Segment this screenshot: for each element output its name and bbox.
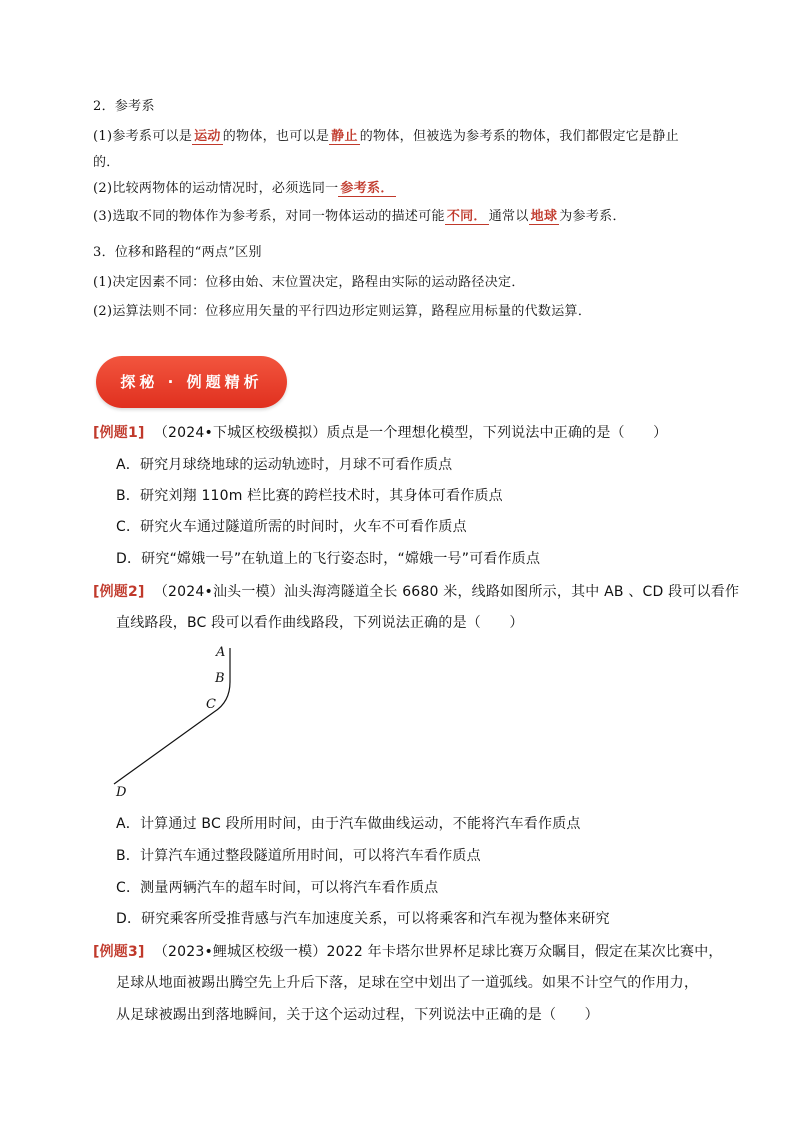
example2-option-c: C．测量两辆汽车的超车时间，可以将汽车看作质点 (116, 880, 439, 896)
example2-stem: [例题2] （2024•汕头一模）汕头海湾隧道全长 6680 米，线路如图所示，其中 AB 、CD 段可以看作 (93, 584, 740, 600)
keyword-different: 不同． (446, 209, 487, 224)
example3-stem: [例题3] （2023•鲤城区校级一模）2022 年卡塔尔世界杯足球比赛万众瞩目，假定在某次比赛中， (93, 944, 723, 960)
point-c-label: C (206, 697, 216, 712)
example2-stem-cont: 直线路段，BC 段可以看作曲线路段，下列说法正确的是（ ） (116, 615, 524, 631)
section2-line1: (1)参考系可以是 运动 的物体，也可以是 静止 的物体，但被选为参考系的物体，我们都假定它是静止 (93, 129, 679, 144)
section3-heading: 3．位移和路程的“两点”区别 (93, 245, 262, 260)
example1-option-b: B．研究刘翔 110m 栏比赛的跨栏技术时，其身体可看作质点 (116, 488, 503, 504)
example1-tag: [例题1] (93, 425, 145, 441)
tunnel-route-path (114, 648, 230, 784)
point-d-label: D (116, 785, 127, 800)
section2-line1-cont: 的． (93, 155, 120, 170)
section3-line1: (1)决定因素不同：位移由始、末位置决定，路程由实际的运动路径决定． (93, 275, 525, 290)
example2-option-b: B．计算汽车通过整段隧道所用时间，可以将汽车看作质点 (116, 848, 481, 864)
example1-option-d: D．研究“嫦娥一号”在轨道上的飞行姿态时，“嫦娥一号”可看作质点 (116, 551, 541, 567)
keyword-motion: 运动 (194, 129, 221, 144)
example3-stem-cont2: 从足球被踢出到落地瞬间，关于这个运动过程，下列说法中正确的是（ ） (116, 1007, 599, 1023)
example1-option-a: A．研究月球绕地球的运动轨迹时，月球不可看作质点 (116, 457, 453, 473)
example-banner (96, 356, 287, 408)
example3-tag: [例题3] (93, 944, 145, 960)
section2-line3: (3)选取不同的物体作为参考系，对同一物体运动的描述可能 不同． 通常以 地球 为参考系． (93, 209, 626, 224)
example3-stem-cont1: 足球从地面被踢出腾空先上升后下落，足球在空中划出了一道弧线。如果不计空气的作用力， (116, 975, 699, 991)
section3-line2: (2)运算法则不同：位移应用矢量的平行四边形定则运算，路程应用标量的代数运算． (93, 304, 592, 319)
example1-stem: [例题1] （2024•下城区校级模拟）质点是一个理想化模型，下列说法中正确的是（ ） (93, 425, 668, 441)
example1-option-c: C．研究火车通过隧道所需的时间时，火车不可看作质点 (116, 519, 467, 535)
section2-line2: (2)比较两物体的运动情况时，必须选同一 参考系． (93, 181, 394, 196)
point-b-label: B (215, 671, 225, 686)
example2-option-a: A．计算通过 BC 段所用时间，由于汽车做曲线运动，不能将汽车看作质点 (116, 816, 581, 832)
keyword-earth: 地球 (530, 209, 558, 224)
keyword-reference: 参考系． (340, 181, 394, 196)
example2-tag: [例题2] (93, 584, 145, 600)
section2-heading: 2．参考系 (93, 99, 155, 114)
tunnel-route-figure (100, 640, 260, 802)
point-a-label: A (216, 645, 226, 660)
banner-label: 探秘 · 例题精析 (120, 373, 263, 391)
example2-option-d: D．研究乘客所受推背感与汽车加速度关系，可以将乘客和汽车视为整体来研究 (116, 911, 610, 927)
keyword-static: 静止 (331, 129, 358, 144)
